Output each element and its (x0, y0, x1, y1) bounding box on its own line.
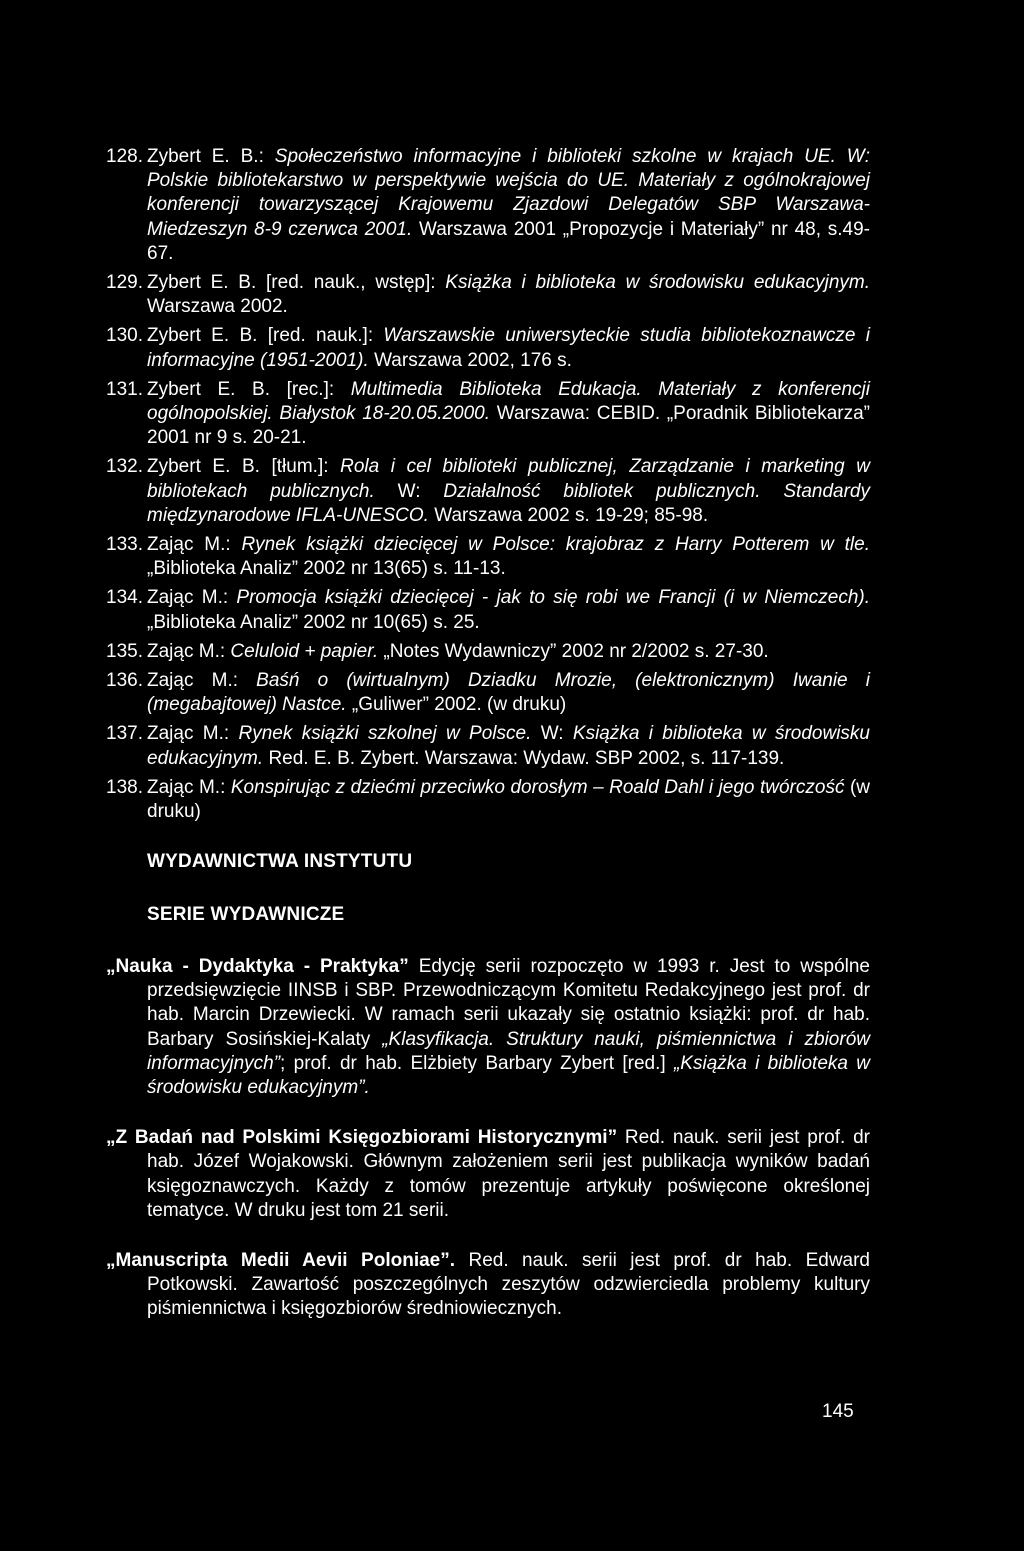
entry-text (147, 587, 870, 632)
text-segment: „Guliwer” 2002. (w druku) (346, 694, 567, 716)
text-segment: „Notes Wydawniczy” 2002 nr 2/2002 s. 27-30. (378, 640, 769, 662)
bold-text: „Manuscripta Medii Aevii Poloniae”. (106, 1250, 456, 1272)
entry-number: 136. (106, 670, 143, 692)
text-segment: Red. nauk. serii jest prof. dr hab. Edward Potkowski. Zawartość poszczególnych zeszytów odzwierciedla problemy kultury piśmiennictwa i księgozbiorów średniowiecznych. (147, 1250, 870, 1320)
text-segment: Red. nauk. serii jest prof. dr hab. Józef Wojakowski. Głównym założeniem serii jest publikacja wyników badań księgoznawczych. Każdy z tomów prezentuje artykuły poświęcone określonej tematyce. W druku jest tom 21 serii. (147, 1127, 870, 1221)
text-segment: Zybert E. B. [red. nauk.]: (147, 325, 384, 347)
italic-text: Społeczeństwo informacyjne i biblioteki szkolne w krajach UE. W: Polskie bibliotekarstwo w perspektywie wejścia do UE. Materiały z ogólnokrajowej konferencji towarzyszącej Krajowemu Zjazdowi Delegatów SBP Warszawa- Miedzeszyn 8-9 czerwca 2001. (147, 146, 870, 240)
italic-text: „Książka i biblioteka w środowisku edukacyjnym”. (147, 1052, 870, 1099)
entry-number: 133. (106, 534, 143, 556)
entry-text (147, 325, 870, 370)
bibliography-entry (106, 776, 870, 824)
text-segment: Zając M.: (147, 723, 239, 745)
entry-text (147, 272, 870, 317)
italic-text: Książka i biblioteka w środowisku edukacyjnym. (147, 723, 871, 769)
text-segment: Zybert E. B. [rec.]: (147, 378, 351, 400)
text-segment: „Biblioteka Analiz” 2002 nr 10(65) s. 25. (147, 611, 480, 633)
text-segment: Warszawa 2002. (147, 296, 288, 318)
bibliography-entry (106, 533, 870, 581)
entry-number: 131. (106, 378, 143, 400)
italic-text: Multimedia Biblioteka Edukacja. Materiały z konferencji ogólnopolskiej. Białystok 18-20.05.2000. (147, 378, 871, 425)
text-segment: Zając M.: (147, 587, 237, 609)
text-segment: Zybert E. B. [tłum.]: (147, 456, 341, 478)
series-entry (106, 955, 870, 1100)
entry-number: 128. (106, 146, 143, 167)
bibliography-list (106, 145, 870, 829)
italic-text: Rynek książki szkolnej w Polsce. (238, 723, 532, 745)
section-heading-publishing-series: SERIE WYDAWNICZE (147, 904, 345, 925)
entry-text (147, 723, 870, 768)
entry-number: 138. (106, 776, 143, 798)
italic-text: „Klasyfikacja. Struktury nauki, piśmiennictwa i zbiorów informacyjnych” (147, 1028, 870, 1074)
italic-text: Działalność bibliotek publicznych. Standardy międzynarodowe IFLA-UNESCO. (147, 480, 870, 526)
entry-number: 134. (106, 587, 143, 609)
entry-text (147, 534, 870, 579)
entry-number: 130. (106, 325, 143, 347)
italic-text: Promocja książki dziecięcej - jak to się robi we Francji (i w Niemczech). (236, 587, 871, 609)
text-segment: Red. E. B. Zybert. Warszawa: Wydaw. SBP 2002, s. 117-139. (263, 747, 785, 769)
text-segment: Warszawa 2002 s. 19-29; 85-98. (428, 504, 709, 526)
text-segment: W: (374, 480, 444, 502)
italic-text: Książka i biblioteka w środowisku edukacyjnym. (445, 272, 870, 294)
bibliography-entry (106, 669, 870, 717)
text-segment: Zybert E. B. [red. nauk., wstęp]: (147, 272, 446, 294)
entry-text (147, 777, 870, 822)
text-segment: Warszawa 2002, 176 s. (368, 349, 572, 371)
entry-text (147, 456, 870, 525)
text-segment: (w druku) (147, 776, 871, 823)
bold-text: „Z Badań nad Polskimi Księgozbiorami Historycznymi” (106, 1127, 618, 1149)
italic-text: Rola i cel biblioteki publicznej, Zarządzanie i marketing w bibliotekach publicznych. (147, 456, 871, 502)
text-segment: W: (531, 723, 573, 745)
bibliography-entry (106, 378, 870, 451)
series-list (106, 955, 870, 1348)
text-segment: Edycję serii rozpoczęto w 1993 r. Jest to wspólne przedsięwzięcie IINSB i SBP. Przewodniczącym Komitetu Redakcyjnego jest prof. dr hab. Marcin Drzewiecki. W ramach serii ukazały się ostatnio książki: prof. dr hab. Barbary Sosińskiej-Kalaty (147, 956, 870, 1050)
text-segment: Zając M.: (147, 670, 257, 692)
bold-text: „Nauka - Dydaktyka - Praktyka” (106, 956, 409, 977)
text-segment: Zając M.: (147, 776, 231, 798)
text-segment: Warszawa: CEBID. „Poradnik Bibliotekarza” 2001 nr 9 s. 20-21. (147, 403, 870, 449)
text-segment: ; prof. dr hab. Elżbiety Barbary Zybert [red.] (280, 1052, 674, 1074)
entry-text (147, 146, 870, 264)
entry-number: 137. (106, 723, 143, 745)
bibliography-entry (106, 640, 870, 664)
italic-text: Baśń o (wirtualnym) Dziadku Mrozie, (elektronicznym) Iwanie i (megabajtowej) Nastce. (147, 670, 870, 716)
entry-number: 132. (106, 456, 143, 478)
italic-text: Warszawskie uniwersyteckie studia bibliotekoznawcze i informacyjne (1951-2001). (147, 325, 870, 371)
text-segment: Warszawa 2001 „Propozycje i Materiały” nr 48, s.49-67. (147, 218, 871, 264)
entry-text (147, 670, 870, 715)
bibliography-entry (106, 324, 870, 372)
bibliography-entry (106, 145, 870, 266)
section-heading-institute-publications: WYDAWNICTWA INSTYTUTU (147, 851, 413, 872)
page-number: 145 (822, 1401, 854, 1422)
italic-text: Rynek książki dziecięcej w Polsce: krajobraz z Harry Potterem w tle. (241, 534, 870, 556)
bibliography-entry (106, 271, 870, 319)
italic-text: Celuloid + papier. (230, 640, 379, 662)
italic-text: Konspirując z dziećmi przeciwko dorosłym – Roald Dahl i jego twórczość (230, 776, 845, 798)
text-segment: Zybert E. B.: (147, 146, 275, 167)
entry-text (147, 379, 870, 448)
entry-number: 129. (106, 272, 143, 294)
bibliography-entry (106, 586, 870, 634)
series-entry (106, 1126, 870, 1223)
text-segment: Zając M.: (147, 640, 231, 662)
series-entry (106, 1249, 870, 1322)
bibliography-entry (106, 722, 870, 770)
bibliography-entry (106, 455, 870, 528)
text-segment: „Biblioteka Analiz” 2002 nr 13(65) s. 11-13. (147, 558, 506, 580)
entry-text (147, 641, 769, 662)
entry-number: 135. (106, 640, 143, 662)
text-segment: Zając M.: (147, 534, 242, 556)
